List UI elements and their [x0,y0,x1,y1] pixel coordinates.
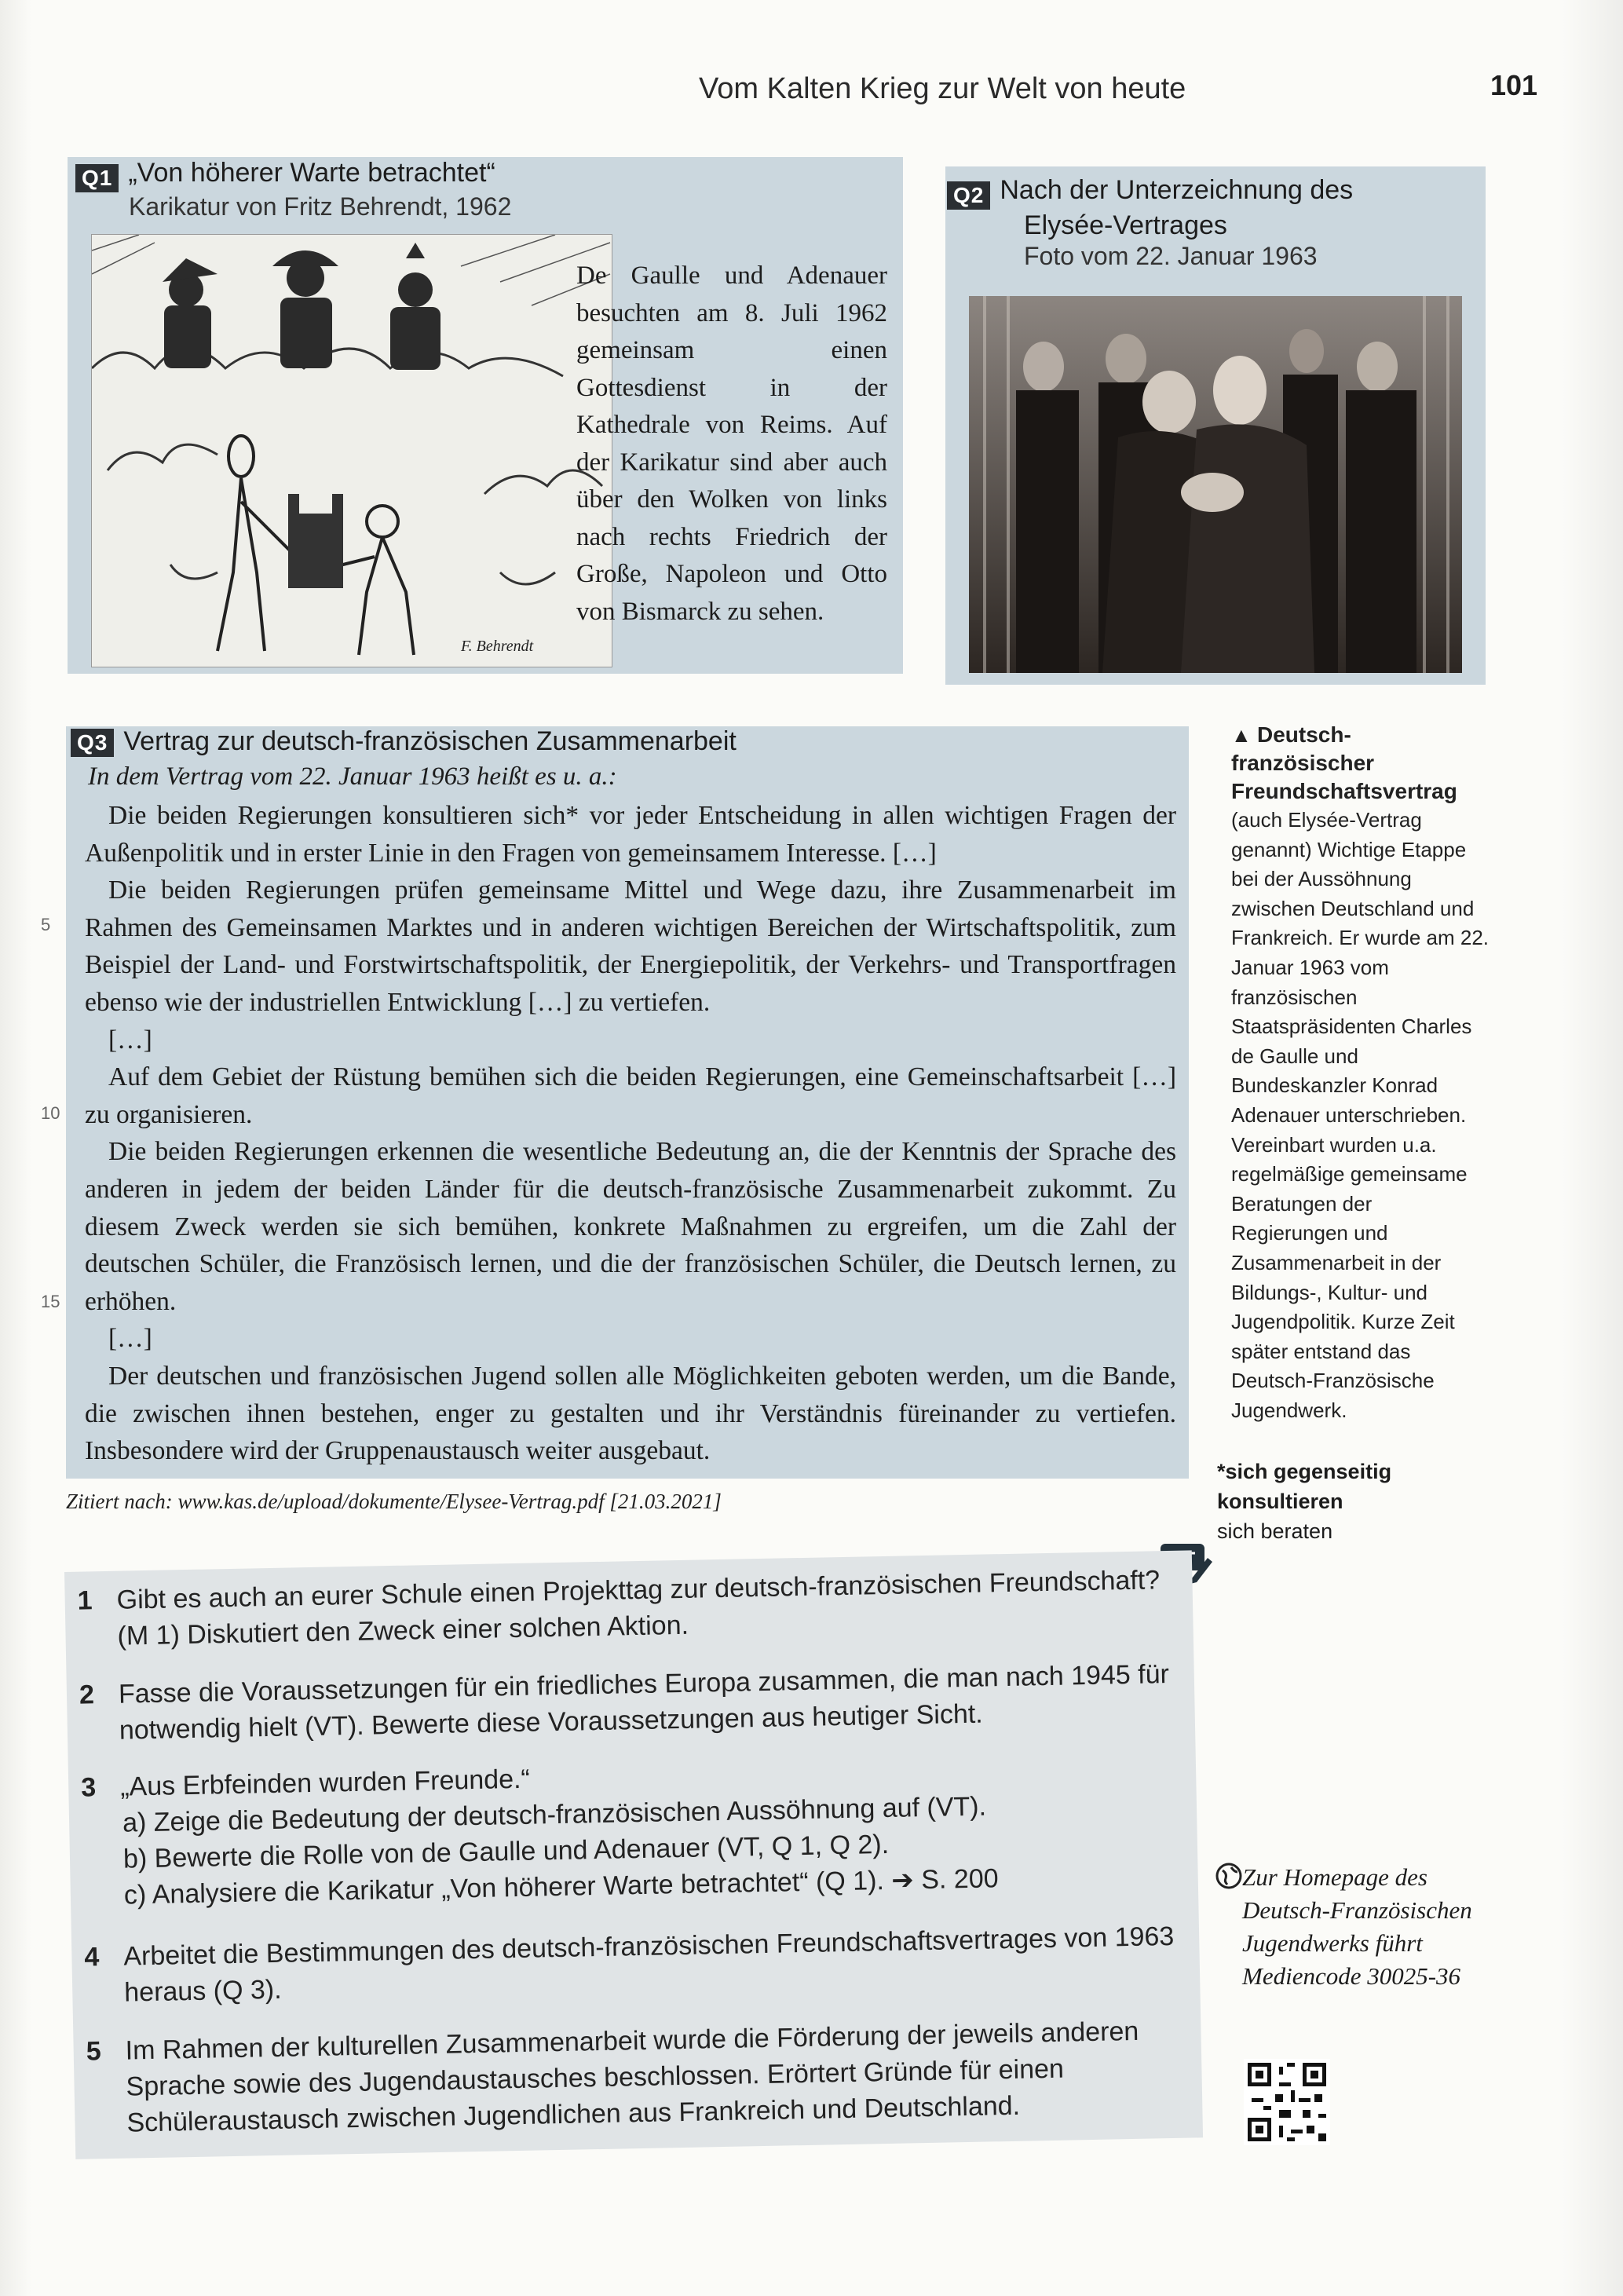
elysee-photo [969,296,1462,673]
q3-paragraph: Auf dem Gebiet der Rüstung bemühen sich die beiden Regierungen, eine Gemeinschaftsarbeit […] zu organisieren. [85,1062,1176,1129]
line-number: 10 [41,1103,60,1123]
globe-icon [1215,1863,1242,1889]
q1-title: „Von höherer Warte betrachtet“ [128,158,495,188]
task-subitem: c) Analysiere die Karikatur „Von höherer Warte betrachtet“ (Q 1). ➔ S. 200 [123,1863,999,1910]
q3-body [85,797,1176,1470]
media-code-box [1215,1861,1482,2159]
task-text: Fasse die Voraussetzungen für ein friedliches Europa zusammen, die man nach 1945 für notwendig hielt (VT). Bewerte diese Voraussetzungen aus heutiger Sicht. [118,1659,1170,1746]
q3-ellipsis: […] [108,1025,152,1055]
q1-heading [75,157,511,221]
footnote-definition: sich beraten [1217,1519,1333,1543]
q3-ellipsis: […] [108,1324,152,1354]
q3-tag: Q3 [71,729,114,757]
q2-tag: Q2 [947,181,990,210]
qr-code[interactable] [1244,2059,1330,2145]
q3-paragraph: Die beiden Regierungen erkennen die wesentliche Bedeutung an, die der Kenntnis der Sprache des anderen in jedem der beiden Länder für die deutsch-französische Zusammenarbeit zukommt. Zu diesem Zweck werden sie sich bemühen, konkrete Maßnahmen zu ergreifen, um die Zahl der deutschen Schüler, die Französisch lernen, und die der französischen Schüler, die Deutsch lernen, zu erhöhen. [85,1137,1176,1316]
task-text: Gibt es auch an eurer Schule einen Projekttag zur deutsch-französischen Freundschaft? (M 1) Diskutiert den Zweck einer solchen Aktion. [116,1565,1161,1651]
q2-heading [947,174,1353,271]
warning-icon: ▲ [1231,723,1257,747]
task-text: Im Rahmen der kulturellen Zusammenarbeit wurde die Förderung der jeweils anderen Sprache sowie des Jugendaustausches beschlossen. Erörtert Gründe für einen Schüleraustausch zwischen Jugendlichen aus Frankreich und Deutschland. [125,2016,1139,2138]
line-number: 15 [41,1292,60,1311]
cartoon-image [91,234,612,667]
q1-subtitle: Karikatur von Fritz Behrendt, 1962 [129,192,512,221]
glossary-text: (auch Elysée-Vertrag genannt) Wichtige Etappe bei der Aussöhnung zwischen Deutschland und Frankreich. Er wurde am 22. Januar 1963 vom französischen Staatspräsidenten Charles de Gaulle und Bundeskanzler Konrad Adenauer unterschrieben. Vereinbart wurden u.a. regelmäßige gemeinsame Beratungen der Regierungen und Zusammenarbeit in der Bildungs-, Kultur- und Jugendpolitik. Kurze Zeit später entstand das Deutsch-Französische Jugendwerk. [1231,808,1490,1422]
q3-intro: In dem Vertrag vom 22. Januar 1963 heißt es u. a.: [88,762,617,791]
q3-paragraph: Die beiden Regierungen konsultieren sich* vor jeder Entscheidung in allen wichtigen Fragen der Außenpolitik und in erster Linie in den Fragen von gemeinsamem Interesse. […] [85,801,1176,868]
source-q2 [945,166,1486,685]
q1-caption: De Gaulle und Adenauer besuchten am 8. Juli 1962 gemeinsam einen Gottesdienst in der Kathedrale von Reims. Auf der Karikatur sind aber auch über den Wolken von links nach rechts Friedrich der Große, Napoleon und Otto von Bismarck zu sehen. [576,261,887,626]
task-number: 1 [77,1585,93,1616]
task-number: 4 [84,1942,100,1972]
task-text: „Aus Erbfeinden wurden Freunde.“ a) Zeige die Bedeutung der deutsch-französischen Aussöhnung auf (VT). b) Bewerte die Rolle von de Gaulle und Adenauer (VT, Q 1, Q 2). c) Analysiere die Karikatur „Von höherer Warte betrachtet“ (Q 1). ➔ S. 200 [120,1749,1175,1914]
line-number: 5 [41,915,51,934]
running-title: Vom Kalten Krieg zur Welt von heute [699,72,1186,105]
task-subitem: b) Bewerte die Rolle von de Gaulle und Adenauer (VT, Q 1, Q 2). [122,1829,890,1874]
source-q3 [66,726,1189,1479]
q3-title: Vertrag zur deutsch-französischen Zusammenarbeit [123,726,737,756]
task-number: 5 [86,2036,102,2067]
q3-citation: Zitiert nach: www.kas.de/upload/dokumente/Elysee-Vertrag.pdf [21.03.2021] [66,1490,722,1513]
q3-paragraph: Der deutschen und französischen Jugend sollen alle Möglichkeiten geboten werden, um die Bande, die zwischen ihnen bestehen, enger zu gestalten und ihr Verständnis füreinander zu vertiefen. Insbesondere wird der Gruppenaustausch weiter ausgebaut. [85,1361,1176,1466]
q3-paragraph: Die beiden Regierungen prüfen gemeinsame Mittel und Wege dazu, ihre Zusammenarbeit im Rahmen des Gemeinsamen Marktes und in anderen wichtigen Bereichen der Wirtschaftspolitik, zum Beispiel der Land- und Forstwirtschaftspolitik, der Energiepolitik, der Verkehrs- und Transportfragen ebenso wie der industriellen Entwicklung […] zu vertiefen. [85,876,1176,1017]
task-text: Arbeitet die Bestimmungen des deutsch-französischen Freundschaftsvertrages von 1963 heraus (Q 3). [123,1921,1175,2008]
cartoon-signature: F. Behrendt [461,638,534,655]
q1-tag: Q1 [75,164,119,192]
task-number: 3 [80,1772,97,1803]
footnote-term: *sich gegenseitig konsultieren [1217,1460,1392,1513]
q2-title-line1: Nach der Unterzeichnung des [1000,175,1354,205]
glossary-note [1231,721,1490,1425]
glossary-title: ▲ Deutsch-französischer Freundschaftsvertrag [1231,722,1457,803]
task-list [64,1550,1203,2159]
q2-subtitle: Foto vom 22. Januar 1963 [1024,242,1318,271]
page-number: 101 [1490,69,1538,101]
source-q1 [68,157,903,674]
task-subitem: a) Zeige die Bedeutung der deutsch-französischen Aussöhnung auf (VT). [122,1791,987,1838]
footnote [1217,1457,1484,1546]
q3-heading [71,726,737,757]
task-number: 2 [79,1680,95,1710]
media-code-text: Zur Homepage des Deutsch-Französischen Jugendwerks führt Mediencode 30025-36 [1242,1863,1472,1990]
q2-title-line2: Elysée-Vertrages [1024,210,1227,240]
